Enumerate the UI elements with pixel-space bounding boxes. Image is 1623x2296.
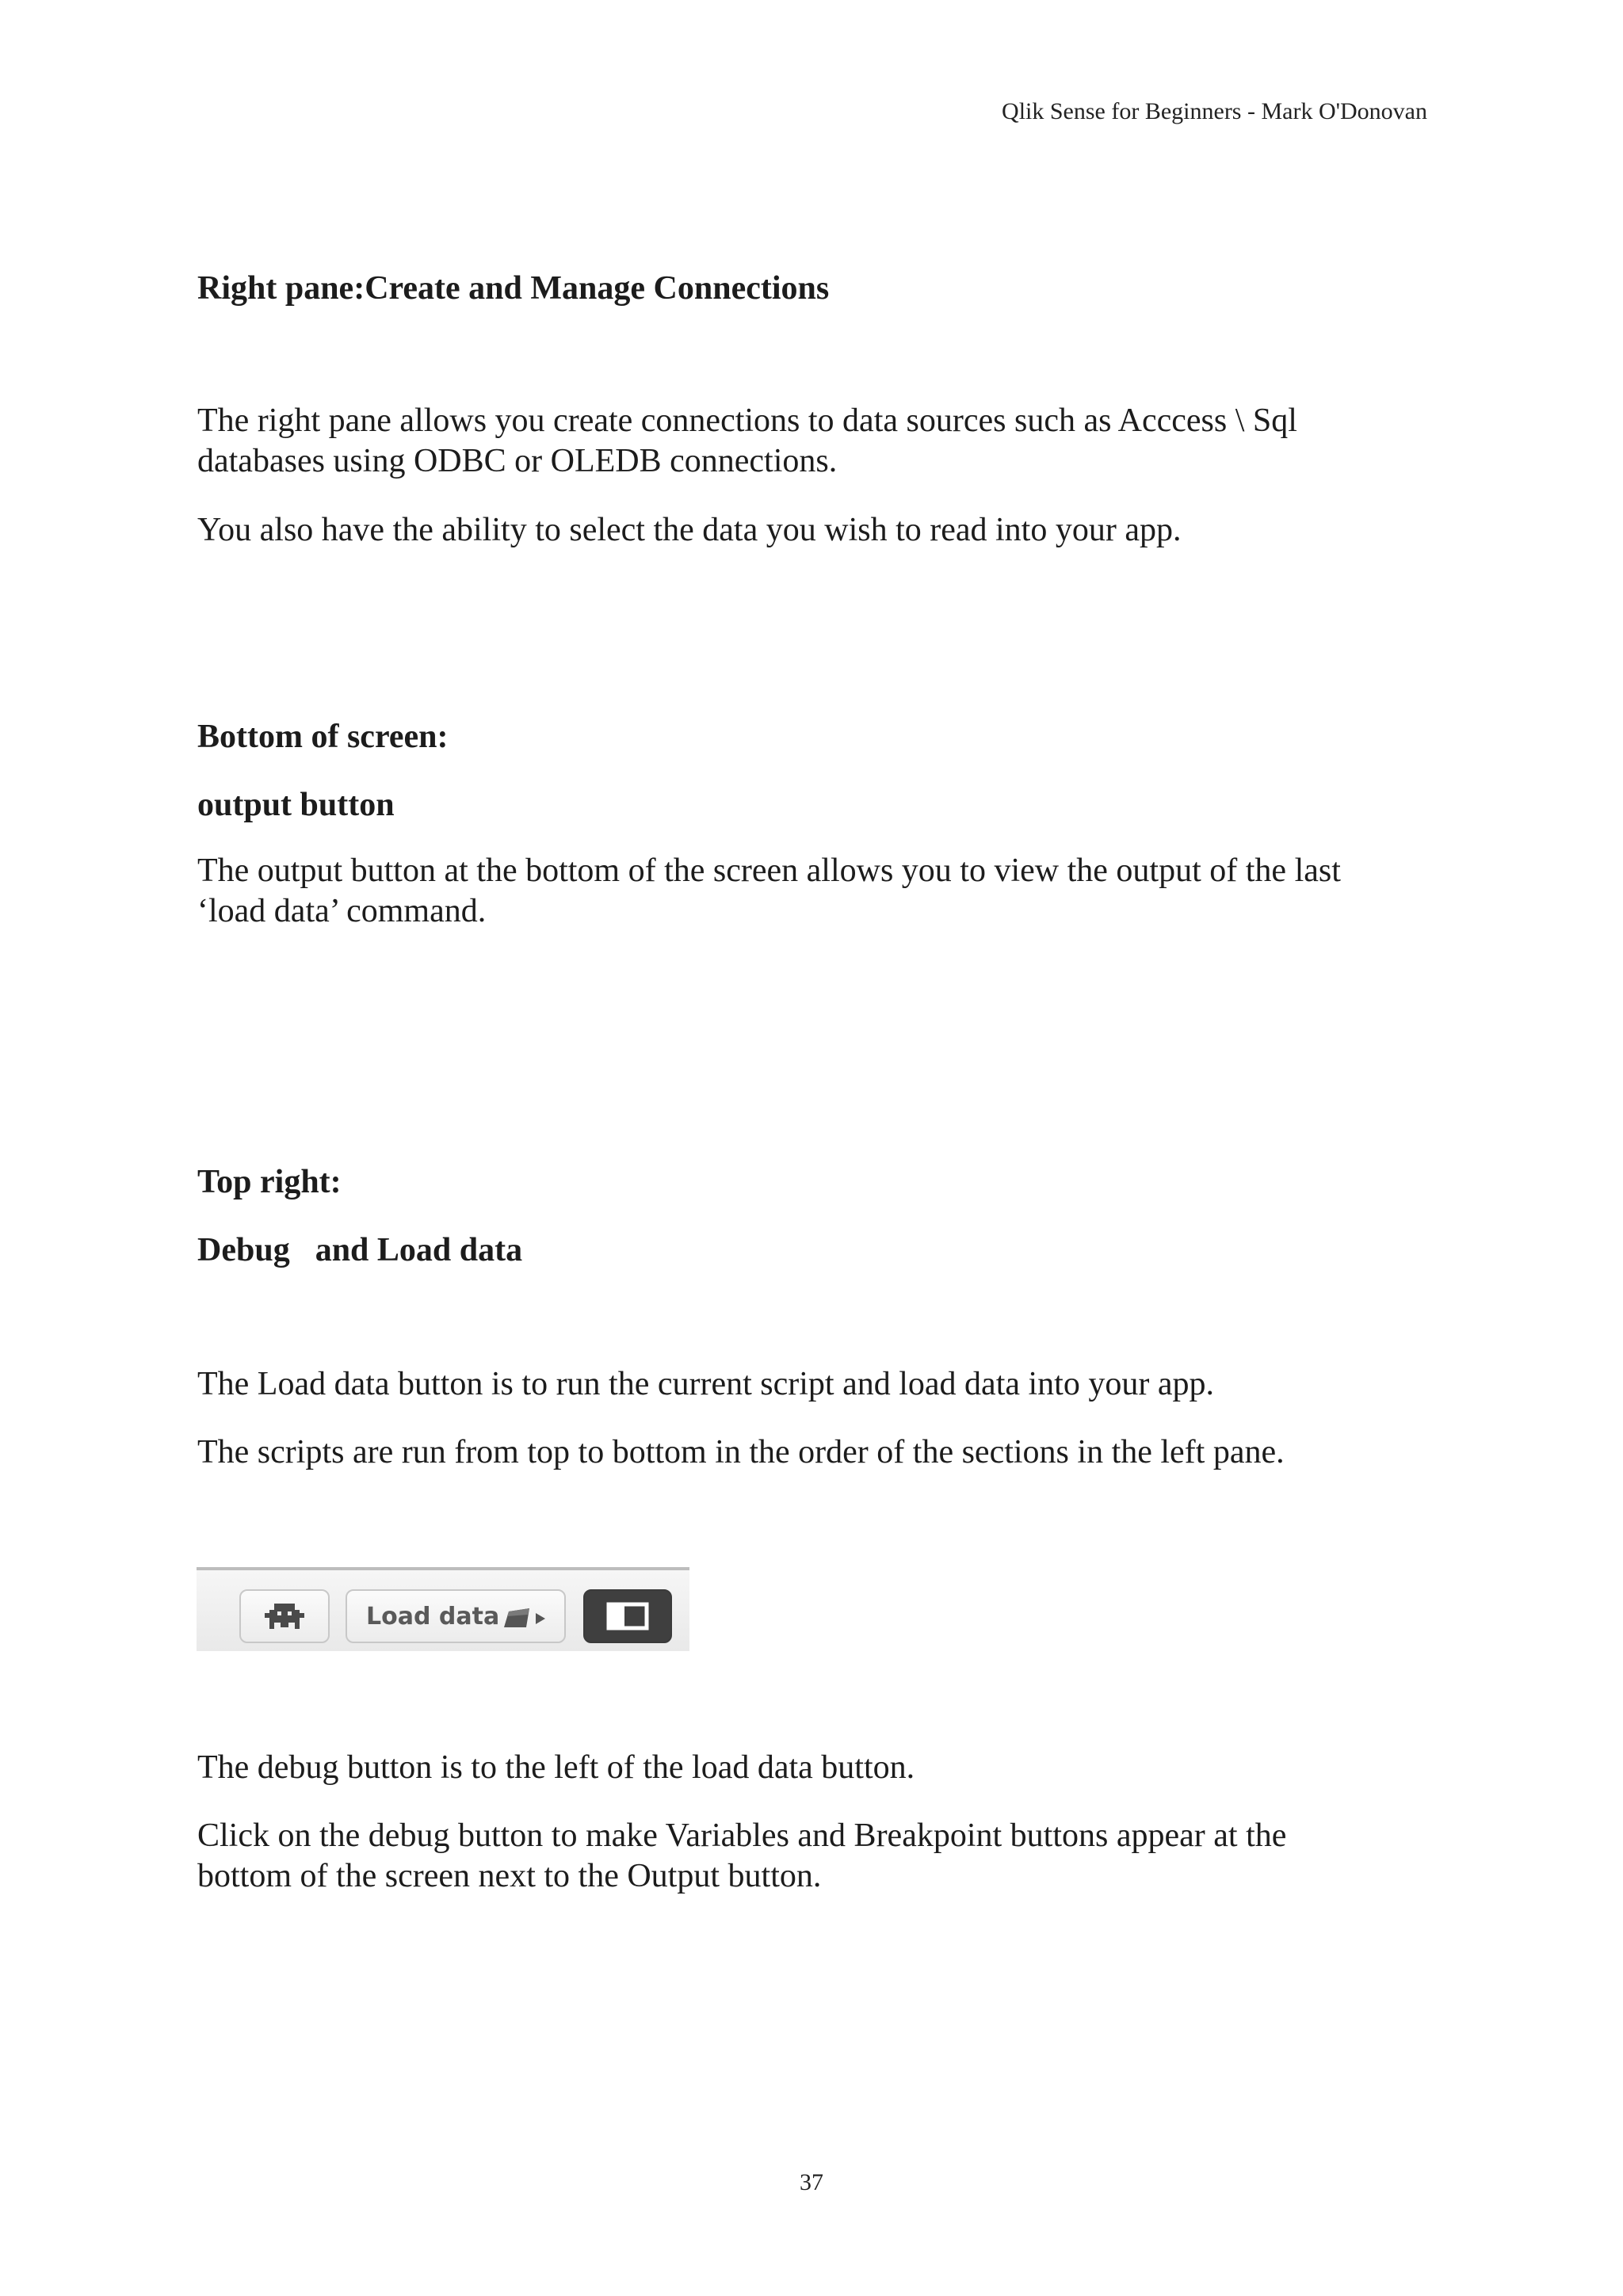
page-number: 37 [800, 2169, 823, 2195]
paragraph-output-button [197, 851, 1434, 932]
paragraph-load-data: The Load data button is to run the current script and load data into your app. [197, 1366, 1214, 1402]
load-data-button[interactable] [346, 1589, 566, 1643]
paragraph-right-pane-connections [197, 401, 1434, 482]
running-header: Qlik Sense for Beginners - Mark O'Donovan [1002, 98, 1427, 124]
view-toggle-button[interactable] [583, 1589, 672, 1643]
text-line: Click on the debug button to make Variables and Breakpoint buttons appear at the [197, 1817, 1287, 1854]
section-heading-right-pane: Right pane:Create and Manage Connections [197, 270, 830, 307]
debug-button[interactable] [239, 1589, 330, 1643]
section-heading-top-right: Top right: [197, 1164, 342, 1200]
subheading-debug: Debug [197, 1232, 290, 1268]
text-line: The right pane allows you create connections to data sources such as Acccess \ Sql [197, 402, 1297, 439]
bug-icon [262, 1600, 307, 1632]
load-data-label: Load data [366, 1602, 500, 1630]
toolbar-screenshot [197, 1567, 689, 1651]
paragraph-debug-click [197, 1816, 1434, 1897]
subheading-output-button: output button [197, 787, 395, 823]
paragraph-right-pane-select-data: You also have the ability to select the data you wish to read into your app. [197, 512, 1182, 548]
text-line: bottom of the screen next to the Output button. [197, 1858, 822, 1894]
load-arrow-icon [502, 1605, 550, 1630]
section-heading-bottom: Bottom of screen: [197, 719, 449, 755]
text-line: The output button at the bottom of the screen allows you to view the output of the last [197, 852, 1341, 889]
text-line: ‘load data’ command. [197, 893, 487, 929]
panel-toggle-icon [606, 1602, 649, 1630]
paragraph-script-order: The scripts are run from top to bottom in the order of the sections in the left pane. [197, 1434, 1285, 1470]
subheading-debug-load-data [197, 1230, 522, 1271]
text-line: databases using ODBC or OLEDB connections. [197, 443, 838, 479]
paragraph-debug-position: The debug button is to the left of the load data button. [197, 1749, 915, 1786]
subheading-load-data: and Load data [315, 1232, 523, 1268]
